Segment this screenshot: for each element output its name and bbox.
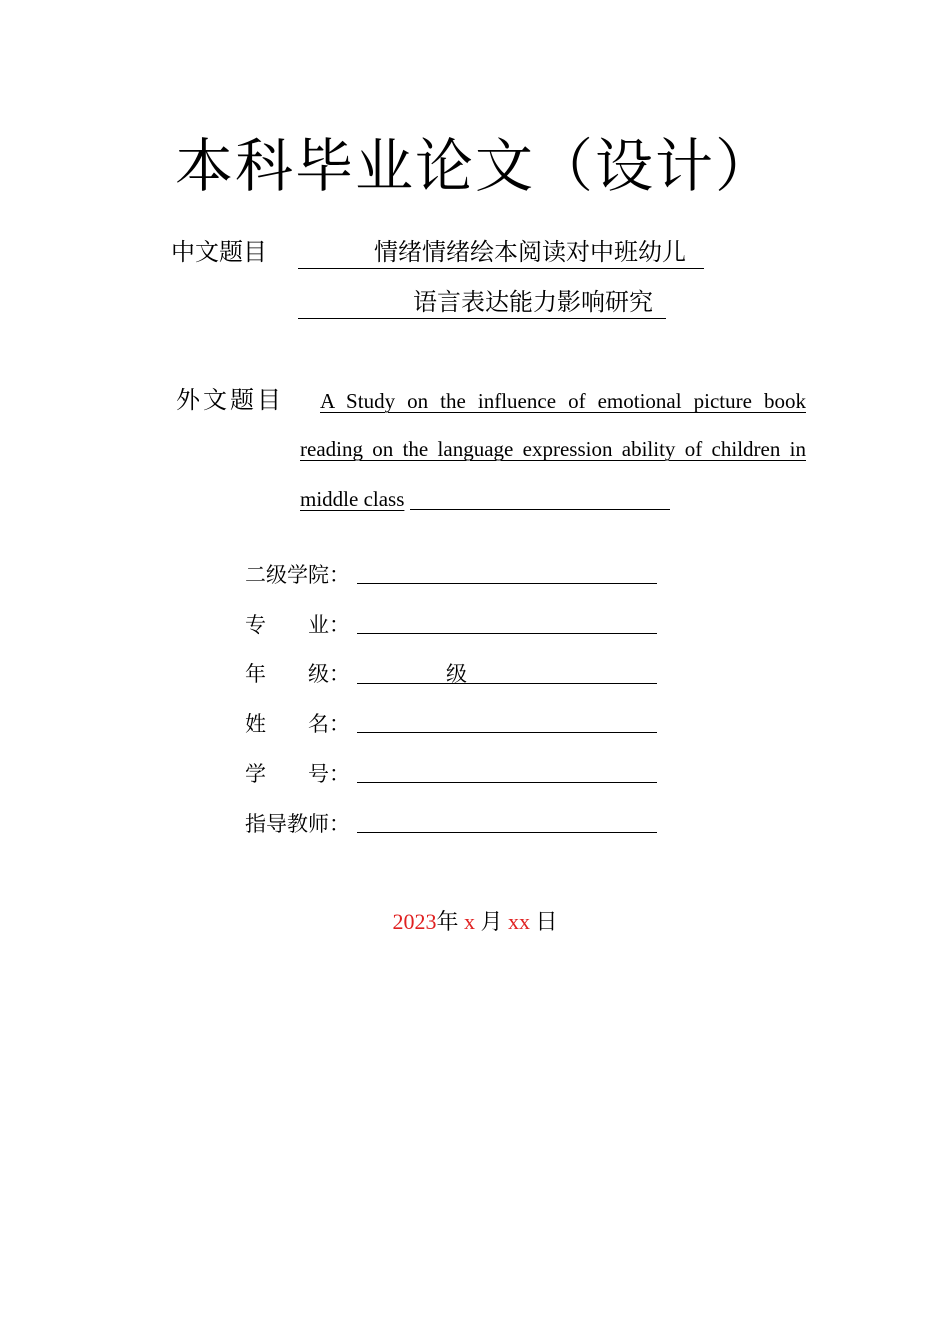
field-major-label: 专 业： (245, 613, 350, 637)
field-advisor-label: 指导教师： (245, 812, 350, 836)
cn-title-line-2 (298, 286, 666, 319)
date-line (0, 907, 950, 937)
field-grade-label: 年 级： (245, 662, 350, 686)
date-year: 2023 (392, 909, 437, 934)
en-title-label: 外文题目 (176, 386, 284, 414)
en-title-line-1: A Study on the influence of emotional picture book (320, 389, 806, 413)
field-student-id-input[interactable] (357, 782, 657, 783)
field-major-input[interactable] (357, 633, 657, 634)
field-grade-value: 级 (446, 662, 467, 686)
date-day-unit: 日 (535, 909, 558, 934)
en-title-line-3: middle class (300, 487, 405, 511)
en-title-fill-line (410, 509, 670, 510)
en-title-line-2: reading on the language expression ability of children in (300, 437, 806, 461)
cn-title-text-2: 语言表达能力影响研究 (413, 288, 653, 316)
date-month: x (463, 909, 475, 934)
field-grade-input[interactable] (357, 683, 657, 684)
date-year-unit: 年 (436, 909, 459, 934)
field-advisor-input[interactable] (357, 832, 657, 833)
field-name-input[interactable] (357, 732, 657, 733)
date-day: xx (508, 909, 530, 934)
cn-title-label: 中文题目 (171, 238, 267, 266)
field-name-label: 姓 名： (245, 712, 350, 736)
cn-title-line-1 (298, 236, 704, 269)
page-title: 本科毕业论文（设计） (174, 132, 775, 200)
date-month-unit: 月 (480, 909, 503, 934)
field-college-label: 二级学院： (245, 563, 350, 587)
field-college-input[interactable] (357, 583, 657, 584)
field-student-id-label: 学 号： (245, 762, 350, 786)
cn-title-text-1: 情绪情绪绘本阅读对中班幼儿 (374, 238, 686, 266)
